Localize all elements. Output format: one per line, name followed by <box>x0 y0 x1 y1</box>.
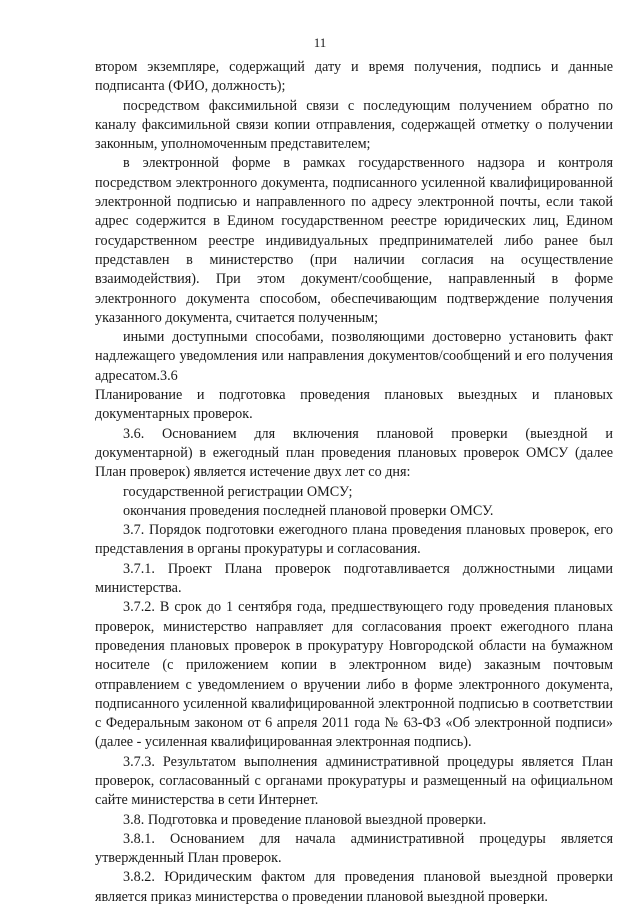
paragraph: в электронной форме в рамках государственного надзора и контроля посредством электронного документа, подписанного усиленной квалифицированной электронной подписью и направленного по адресу электронной почты, если такой адрес содержится в Едином государственном реестре юридических лиц, Едином государственном реестре индивидуальных предпринимателей либо ранее был представлен в министерство (при наличии согласия на осуществление взаимодействия). При этом документ/сообщение, направленный в форме электронного документа способом, обеспечивающим подтверждение получения указанного документа, считается полученным; <box>95 155 613 326</box>
paragraph: втором экземпляре, содержащий дату и время получения, подпись и данные подписанта (ФИО, должность); <box>95 59 613 95</box>
paragraph: 3.7.2. В срок до 1 сентября года, предшествующего году проведения плановых проверок, министерство направляет для согласования проект ежегодного плана проведения плановых проверок в прокуратуру Новгородской области на бумажном носителе (с приложением копии в электронном виде) заказным почтовым отправлением с уведомлением о вручении либо в форме электронного документа, подписанного усиленной квалифицированной электронной подписью в соответствии с Федеральным законом от 6 апреля 2011 года № 63-ФЗ «Об электронной подписи» (далее - усиленная квалифицированная электронная подпись). <box>95 599 613 751</box>
paragraph: посредством факсимильной связи с последующим получением обратно по каналу факсимильной связи копии отправления, содержащей отметку о получении законным, уполномоченным представителем; <box>95 97 613 153</box>
paragraph: 3.7.3. Результатом выполнения административной процедуры является План проверок, согласованный с органами прокуратуры и размещенный на официальном сайте министерства в сети Интернет. <box>95 753 613 809</box>
paragraph: 3.7. Порядок подготовки ежегодного плана проведения плановых проверок, его представления в органы прокуратуры и согласования. <box>95 522 613 558</box>
paragraph: государственной регистрации ОМСУ; <box>123 483 353 500</box>
section-heading: Планирование и подготовка проведения плановых выездных и плановых документарных проверок. <box>95 387 613 423</box>
document-body <box>95 58 613 907</box>
paragraph: 3.8. Подготовка и проведение плановой выездной проверки. <box>123 811 487 828</box>
paragraph: 3.6. Основанием для включения плановой проверки (выездной и документарной) в ежегодный план проведения плановых проверок ОМСУ (далее План проверок) является истечение двух лет со дня: <box>95 425 613 481</box>
paragraph: иными доступными способами, позволяющими достоверно установить факт надлежащего уведомления или направления документов/сообщений и его получения адресатом.3.6 <box>95 329 613 384</box>
paragraph: 3.7.1. Проект Плана проверок подготавливается должностными лицами министерства. <box>95 560 613 597</box>
page-number: 11 <box>313 35 327 50</box>
paragraph: 3.8.1. Основанием для начала административной процедуры является утвержденный План проверок. <box>95 830 613 867</box>
paragraph: окончания проведения последней плановой проверки ОМСУ. <box>123 502 494 519</box>
paragraph: 3.8.2. Юридическим фактом для проведения плановой выездной проверки является приказ министерства о проведении плановой выездной проверки. <box>95 869 613 905</box>
